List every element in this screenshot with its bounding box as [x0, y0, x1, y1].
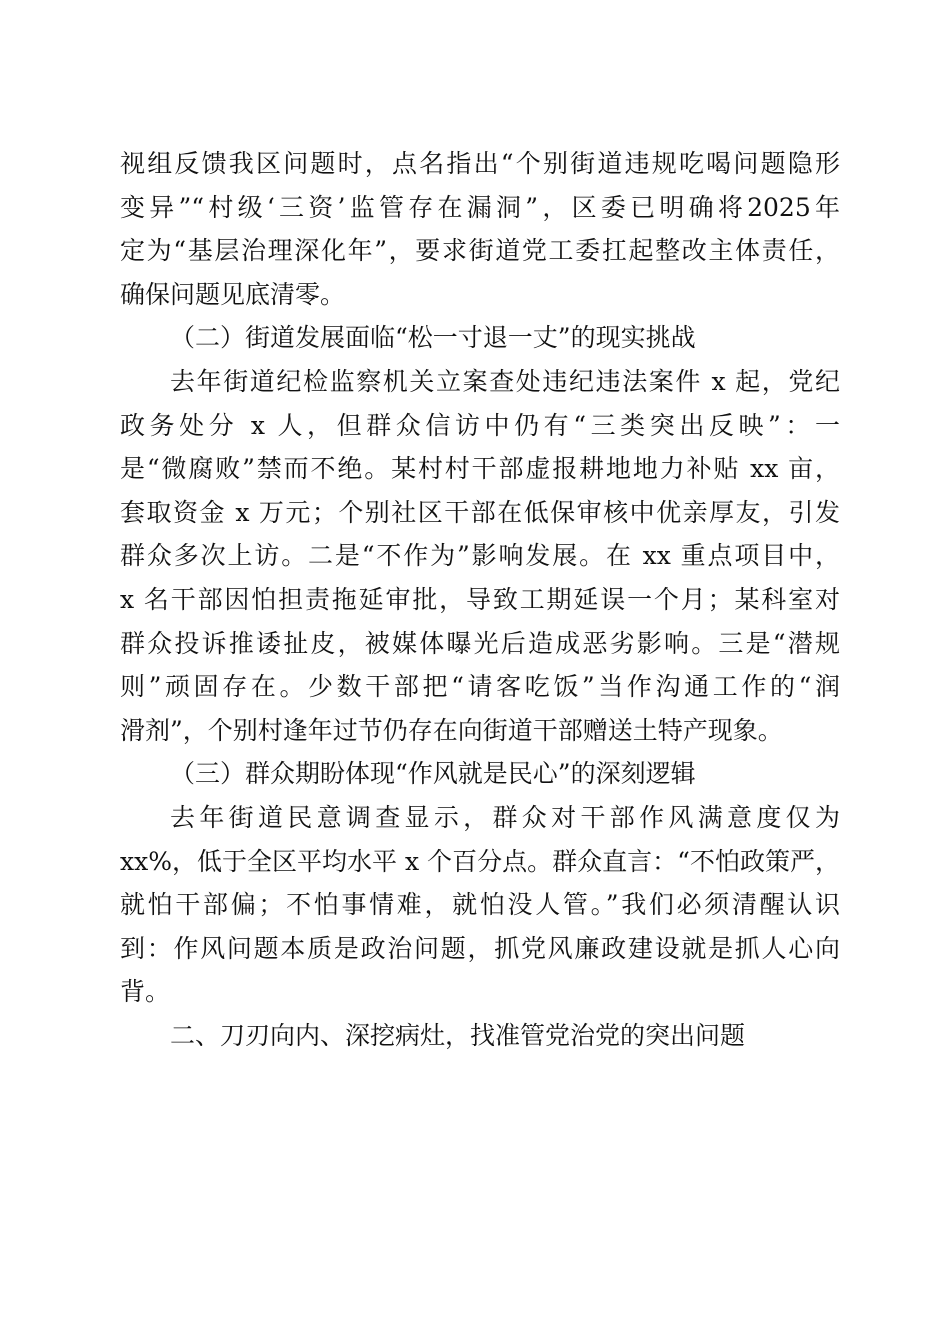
text-line: 群众多次上访。二是“不作为”影响发展。在 xx 重点项目中， — [120, 541, 840, 571]
section-heading-3: （三）群众期盼体现“作风就是民心”的深刻逻辑 — [170, 759, 696, 789]
text-line: 群众投诉推诿扯皮，被媒体曝光后造成恶劣影响。三是“潜规 — [120, 628, 840, 658]
text-line: 就怕干部偏；不怕事情难，就怕没人管。”我们必须清醒认识 — [120, 890, 840, 920]
text-line: 滑剂”，个别村逢年过节仍存在向街道干部赠送土特产现象。 — [120, 715, 783, 745]
text-line: xx%，低于全区平均水平 x 个百分点。群众直言：“不怕政策严， — [120, 846, 840, 876]
text-line: 是“微腐败”禁而不绝。某村村干部虚报耕地地力补贴 xx 亩， — [120, 454, 840, 484]
paragraph-challenges — [120, 360, 840, 752]
text-line: 则”顽固存在。少数干部把“请客吃饭”当作沟通工作的“润 — [120, 672, 840, 702]
chapter-heading-2: 二、刀刃向内、深挖病灶，找准管党治党的突出问题 — [170, 1020, 746, 1050]
text-line: 去年街道纪检监察机关立案查处违纪违法案件 x 起，党纪 — [170, 366, 840, 396]
text-line: 到：作风问题本质是政治问题，抓党风廉政建设就是抓人心向 — [120, 933, 840, 963]
text-line: 政务处分 x 人，但群众信访中仍有“三类突出反映”：一 — [120, 410, 840, 440]
text-line: 变异”“村级‘三资’监管存在漏洞”，区委已明确将2025年 — [120, 192, 840, 222]
text-line: 背。 — [120, 977, 171, 1007]
document-body — [120, 142, 840, 1057]
paragraph-public-expectations — [120, 796, 840, 1014]
text-line: 去年街道民意调查显示，群众对干部作风满意度仅为 — [170, 802, 840, 832]
section-heading-2: （二）街道发展面临“松一寸退一丈”的现实挑战 — [170, 323, 696, 353]
text-line: x 名干部因怕担责拖延审批，导致工期延误一个月；某科室对 — [120, 584, 840, 614]
text-line: 视组反馈我区问题时，点名指出“个别街道违规吃喝问题隐形 — [120, 149, 840, 178]
text-line: 套取资金 x 万元；个别社区干部在低保审核中优亲厚友，引发 — [120, 497, 840, 527]
text-line: 确保问题见底清零。 — [120, 279, 346, 309]
text-line: 定为“基层治理深化年”，要求街道党工委扛起整改主体责任， — [120, 236, 840, 266]
paragraph-inspection-feedback — [120, 142, 840, 316]
